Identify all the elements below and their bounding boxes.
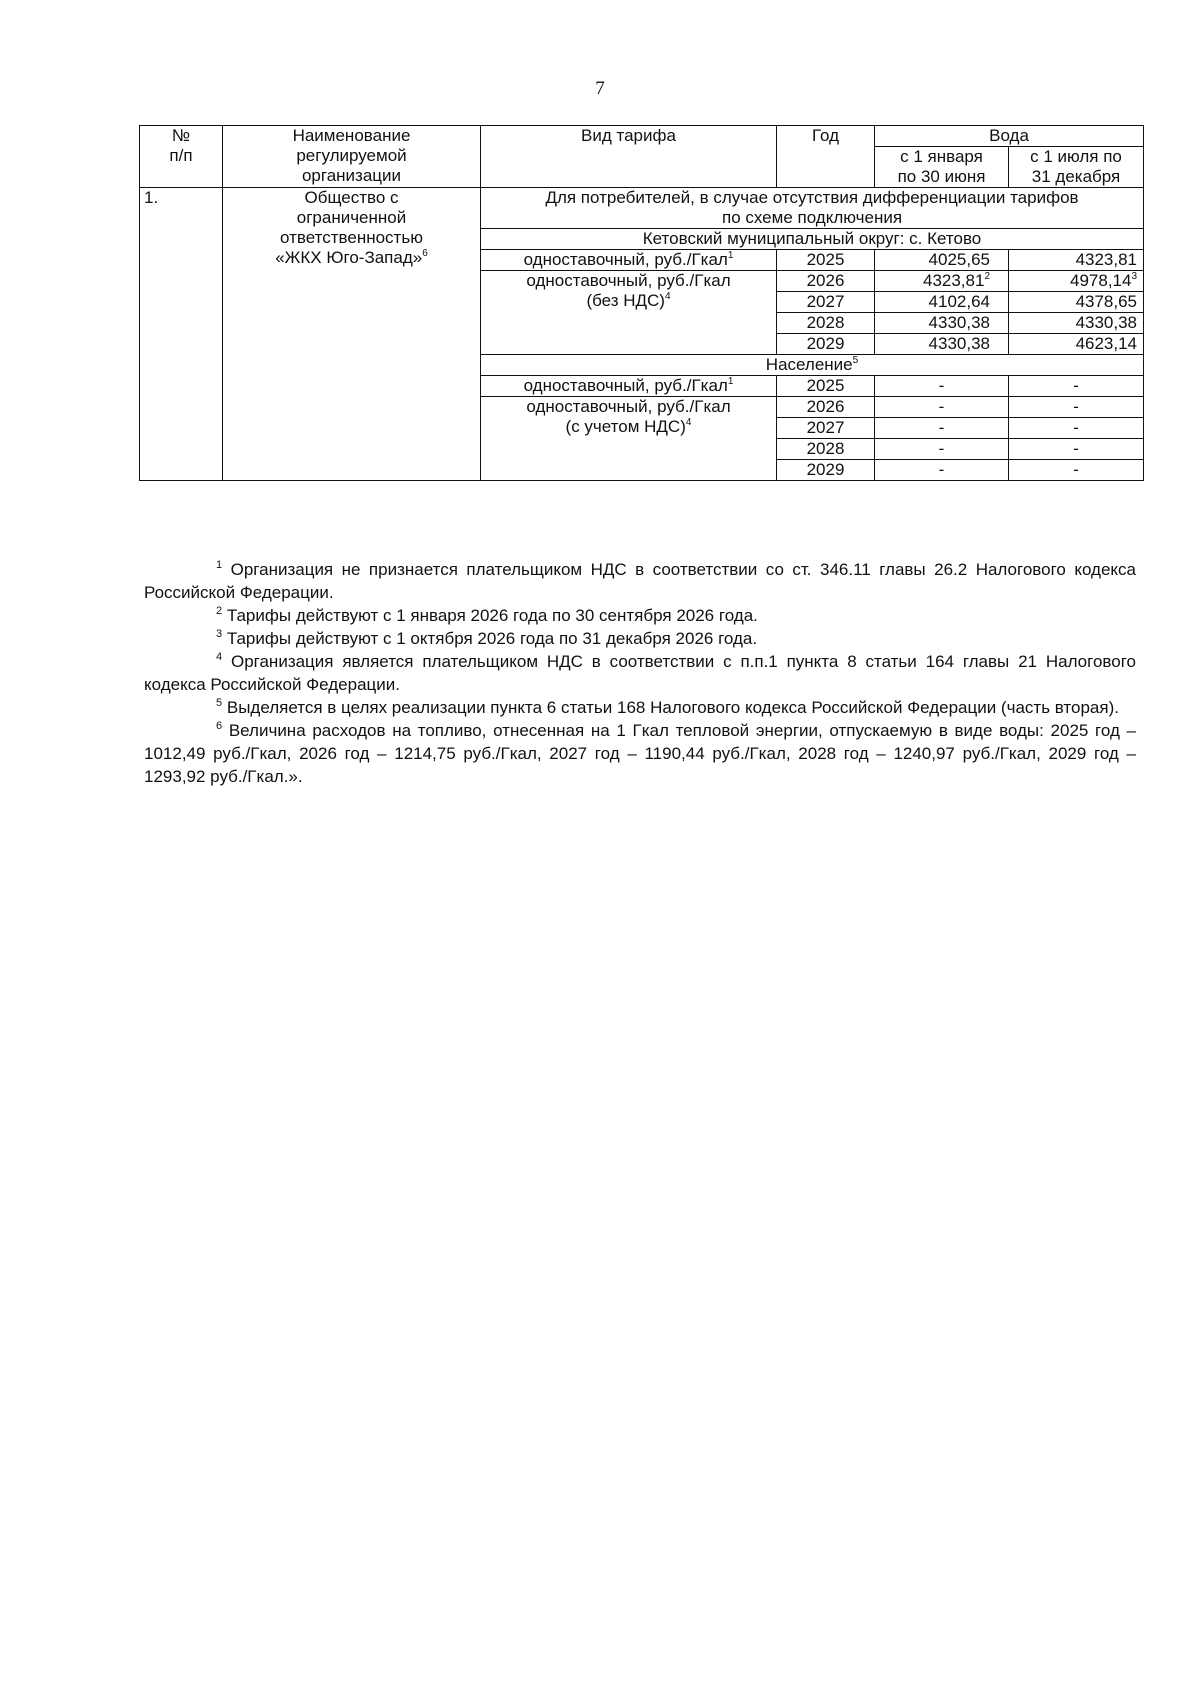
tariff-value: - [1073, 460, 1079, 479]
tariff-value: 4330,38 [928, 313, 990, 332]
footnote-number: 5 [216, 697, 223, 709]
header-period-2 [1009, 147, 1144, 188]
period-1-cell [875, 376, 1009, 397]
period-2-cell [1009, 439, 1144, 460]
tariff-value: - [938, 418, 945, 437]
tariff-value: - [938, 376, 945, 395]
tariff-value: - [1073, 376, 1079, 395]
year-value: 2029 [806, 334, 845, 353]
year-value: 2028 [806, 439, 845, 458]
header-org-name [223, 126, 481, 188]
tariff-type-cell [481, 397, 777, 481]
header-tariff-type [481, 126, 777, 188]
header-tariff-type-label: Вид тарифа [581, 126, 676, 145]
header-row-1 [140, 126, 1144, 147]
org-name-cell [223, 188, 481, 481]
period-2-cell [1009, 460, 1144, 481]
period-1-cell [875, 397, 1009, 418]
row-number-cell [140, 188, 223, 481]
footnote-4 [144, 650, 1136, 696]
footnote-text: Организация является плательщиком НДС в соответствии с п.п.1 пункта 8 статьи 164 главы 21 Налогового кодекса Российской Федерации. [144, 652, 1136, 694]
tariff-type-cell [481, 376, 777, 397]
year-value: 2028 [806, 313, 845, 332]
year-cell [777, 460, 875, 481]
footnote-ref: 4 [664, 291, 671, 302]
section-population [481, 355, 1144, 376]
year-value: 2027 [806, 418, 845, 437]
header-water-label: Вода [989, 126, 1029, 145]
header-year-label: Год [811, 126, 840, 145]
header-water [875, 126, 1144, 147]
org-name: Общество с ограниченной ответственностью «ЖКХ Юго-Запад» [275, 188, 423, 267]
section-district-label: Кетовский муниципальный округ: с. Кетово [642, 229, 982, 248]
year-cell [777, 250, 875, 271]
header-no [140, 126, 223, 188]
period-2-cell [1009, 418, 1144, 439]
year-cell [777, 418, 875, 439]
footnote-5 [144, 696, 1136, 719]
footnote-ref: 1 [727, 376, 734, 387]
period-1-cell [875, 313, 1009, 334]
row-number: 1. [144, 188, 159, 207]
period-2-cell [1009, 271, 1144, 292]
footnote-number: 6 [216, 720, 223, 732]
page-number: 7 [595, 78, 605, 99]
tariff-value: - [938, 397, 945, 416]
tariff-value: 4102,64 [928, 292, 990, 311]
tariff-value: 4978,14 [1070, 271, 1132, 290]
year-value: 2025 [806, 250, 845, 269]
footnote-ref: 5 [852, 355, 859, 366]
header-period-2-label: с 1 июля по 31 декабря [1030, 147, 1122, 186]
footnote-ref: 1 [727, 250, 734, 261]
footnote-ref: 3 [1131, 271, 1138, 282]
tariff-value: - [938, 439, 945, 458]
header-no-label: № п/п [169, 126, 193, 165]
year-cell [777, 313, 875, 334]
tariff-value: 4623,14 [1075, 334, 1138, 353]
footnote-number: 3 [216, 628, 223, 640]
period-1-cell [875, 439, 1009, 460]
year-cell [777, 271, 875, 292]
year-value: 2027 [806, 292, 845, 311]
footnote-number: 4 [216, 651, 223, 663]
footnote-text: Организация не признается плательщиком НДС в соответствии со ст. 346.11 главы 26.2 Налогового кодекса Российской Федерации. [144, 560, 1136, 602]
period-2-cell [1009, 334, 1144, 355]
section-district [481, 229, 1144, 250]
year-value: 2025 [806, 376, 845, 395]
period-2-cell [1009, 250, 1144, 271]
tariff-type-label: одноставочный, руб./Гкал (без НДС) [526, 271, 731, 310]
period-2-cell [1009, 397, 1144, 418]
tariff-type-cell [481, 250, 777, 271]
tariff-value: 4378,65 [1075, 292, 1138, 311]
period-1-cell [875, 460, 1009, 481]
org-name-footnote-ref: 6 [422, 248, 428, 259]
tariff-value: - [938, 460, 945, 479]
year-value: 2029 [806, 460, 845, 479]
footnote-number: 1 [216, 559, 223, 571]
section-consumers-label: Для потребителей, в случае отсутствия дифференциации тарифов по схеме подключения [545, 188, 1079, 227]
footnote-text: Тарифы действуют с 1 января 2026 года по 30 сентября 2026 года. [226, 606, 758, 625]
tariff-type-label: одноставочный, руб./Гкал [523, 376, 728, 395]
period-1-cell [875, 334, 1009, 355]
footnote-6 [144, 719, 1136, 788]
header-year [777, 126, 875, 188]
year-cell [777, 376, 875, 397]
header-period-1 [875, 147, 1009, 188]
footnote-text: Тарифы действуют с 1 октября 2026 года по 31 декабря 2026 года. [226, 629, 758, 648]
footnote-text: Величина расходов на топливо, отнесенная на 1 Гкал тепловой энергии, отпускаемую в виде воды: 2025 год – 1012,49 руб./Гкал, 2026 год – 1214,75 руб./Гкал, 2027 год – 1190,44 руб./Гкал, 2028 год – 1240,97 руб./Гкал, 2029 год – 1293,92 руб./Гкал.». [144, 721, 1136, 786]
period-1-cell [875, 250, 1009, 271]
tariff-table [139, 125, 1144, 481]
tariff-value: - [1073, 397, 1079, 416]
footnote-ref: 2 [984, 271, 990, 282]
period-1-cell [875, 271, 1009, 292]
year-cell [777, 292, 875, 313]
period-1-cell [875, 418, 1009, 439]
period-2-cell [1009, 313, 1144, 334]
section-consumers [481, 188, 1144, 229]
tariff-value: 4330,38 [1075, 313, 1138, 332]
tariff-value: 4323,81 [922, 271, 985, 290]
tariff-type-label: одноставочный, руб./Гкал (с учетом НДС) [526, 397, 731, 436]
footnote-2 [144, 604, 1136, 627]
footnotes [144, 558, 1136, 788]
period-2-cell [1009, 292, 1144, 313]
period-2-cell [1009, 376, 1144, 397]
year-cell [777, 439, 875, 460]
section-population-label: Население [765, 355, 853, 374]
year-cell [777, 397, 875, 418]
tariff-value: - [1073, 439, 1079, 458]
tariff-value: 4025,65 [928, 250, 990, 269]
year-value: 2026 [806, 397, 845, 416]
period-1-cell [875, 292, 1009, 313]
tariff-value: - [1073, 418, 1079, 437]
year-value: 2026 [806, 271, 845, 290]
tariff-value: 4330,38 [928, 334, 990, 353]
section-consumers-row [140, 188, 1144, 229]
footnote-number: 2 [216, 605, 223, 617]
footnote-1 [144, 558, 1136, 604]
tariff-type-cell [481, 271, 777, 355]
tariff-type-label: одноставочный, руб./Гкал [523, 250, 728, 269]
footnote-ref: 4 [685, 417, 692, 428]
year-cell [777, 334, 875, 355]
footnote-text: Выделяется в целях реализации пункта 6 статьи 168 Налогового кодекса Российской Федерации (часть вторая). [226, 698, 1119, 717]
header-period-1-label: с 1 января по 30 июня [897, 147, 986, 186]
tariff-value: 4323,81 [1075, 250, 1138, 269]
footnote-3 [144, 627, 1136, 650]
header-org-name-label: Наименование регулируемой организации [292, 126, 411, 185]
